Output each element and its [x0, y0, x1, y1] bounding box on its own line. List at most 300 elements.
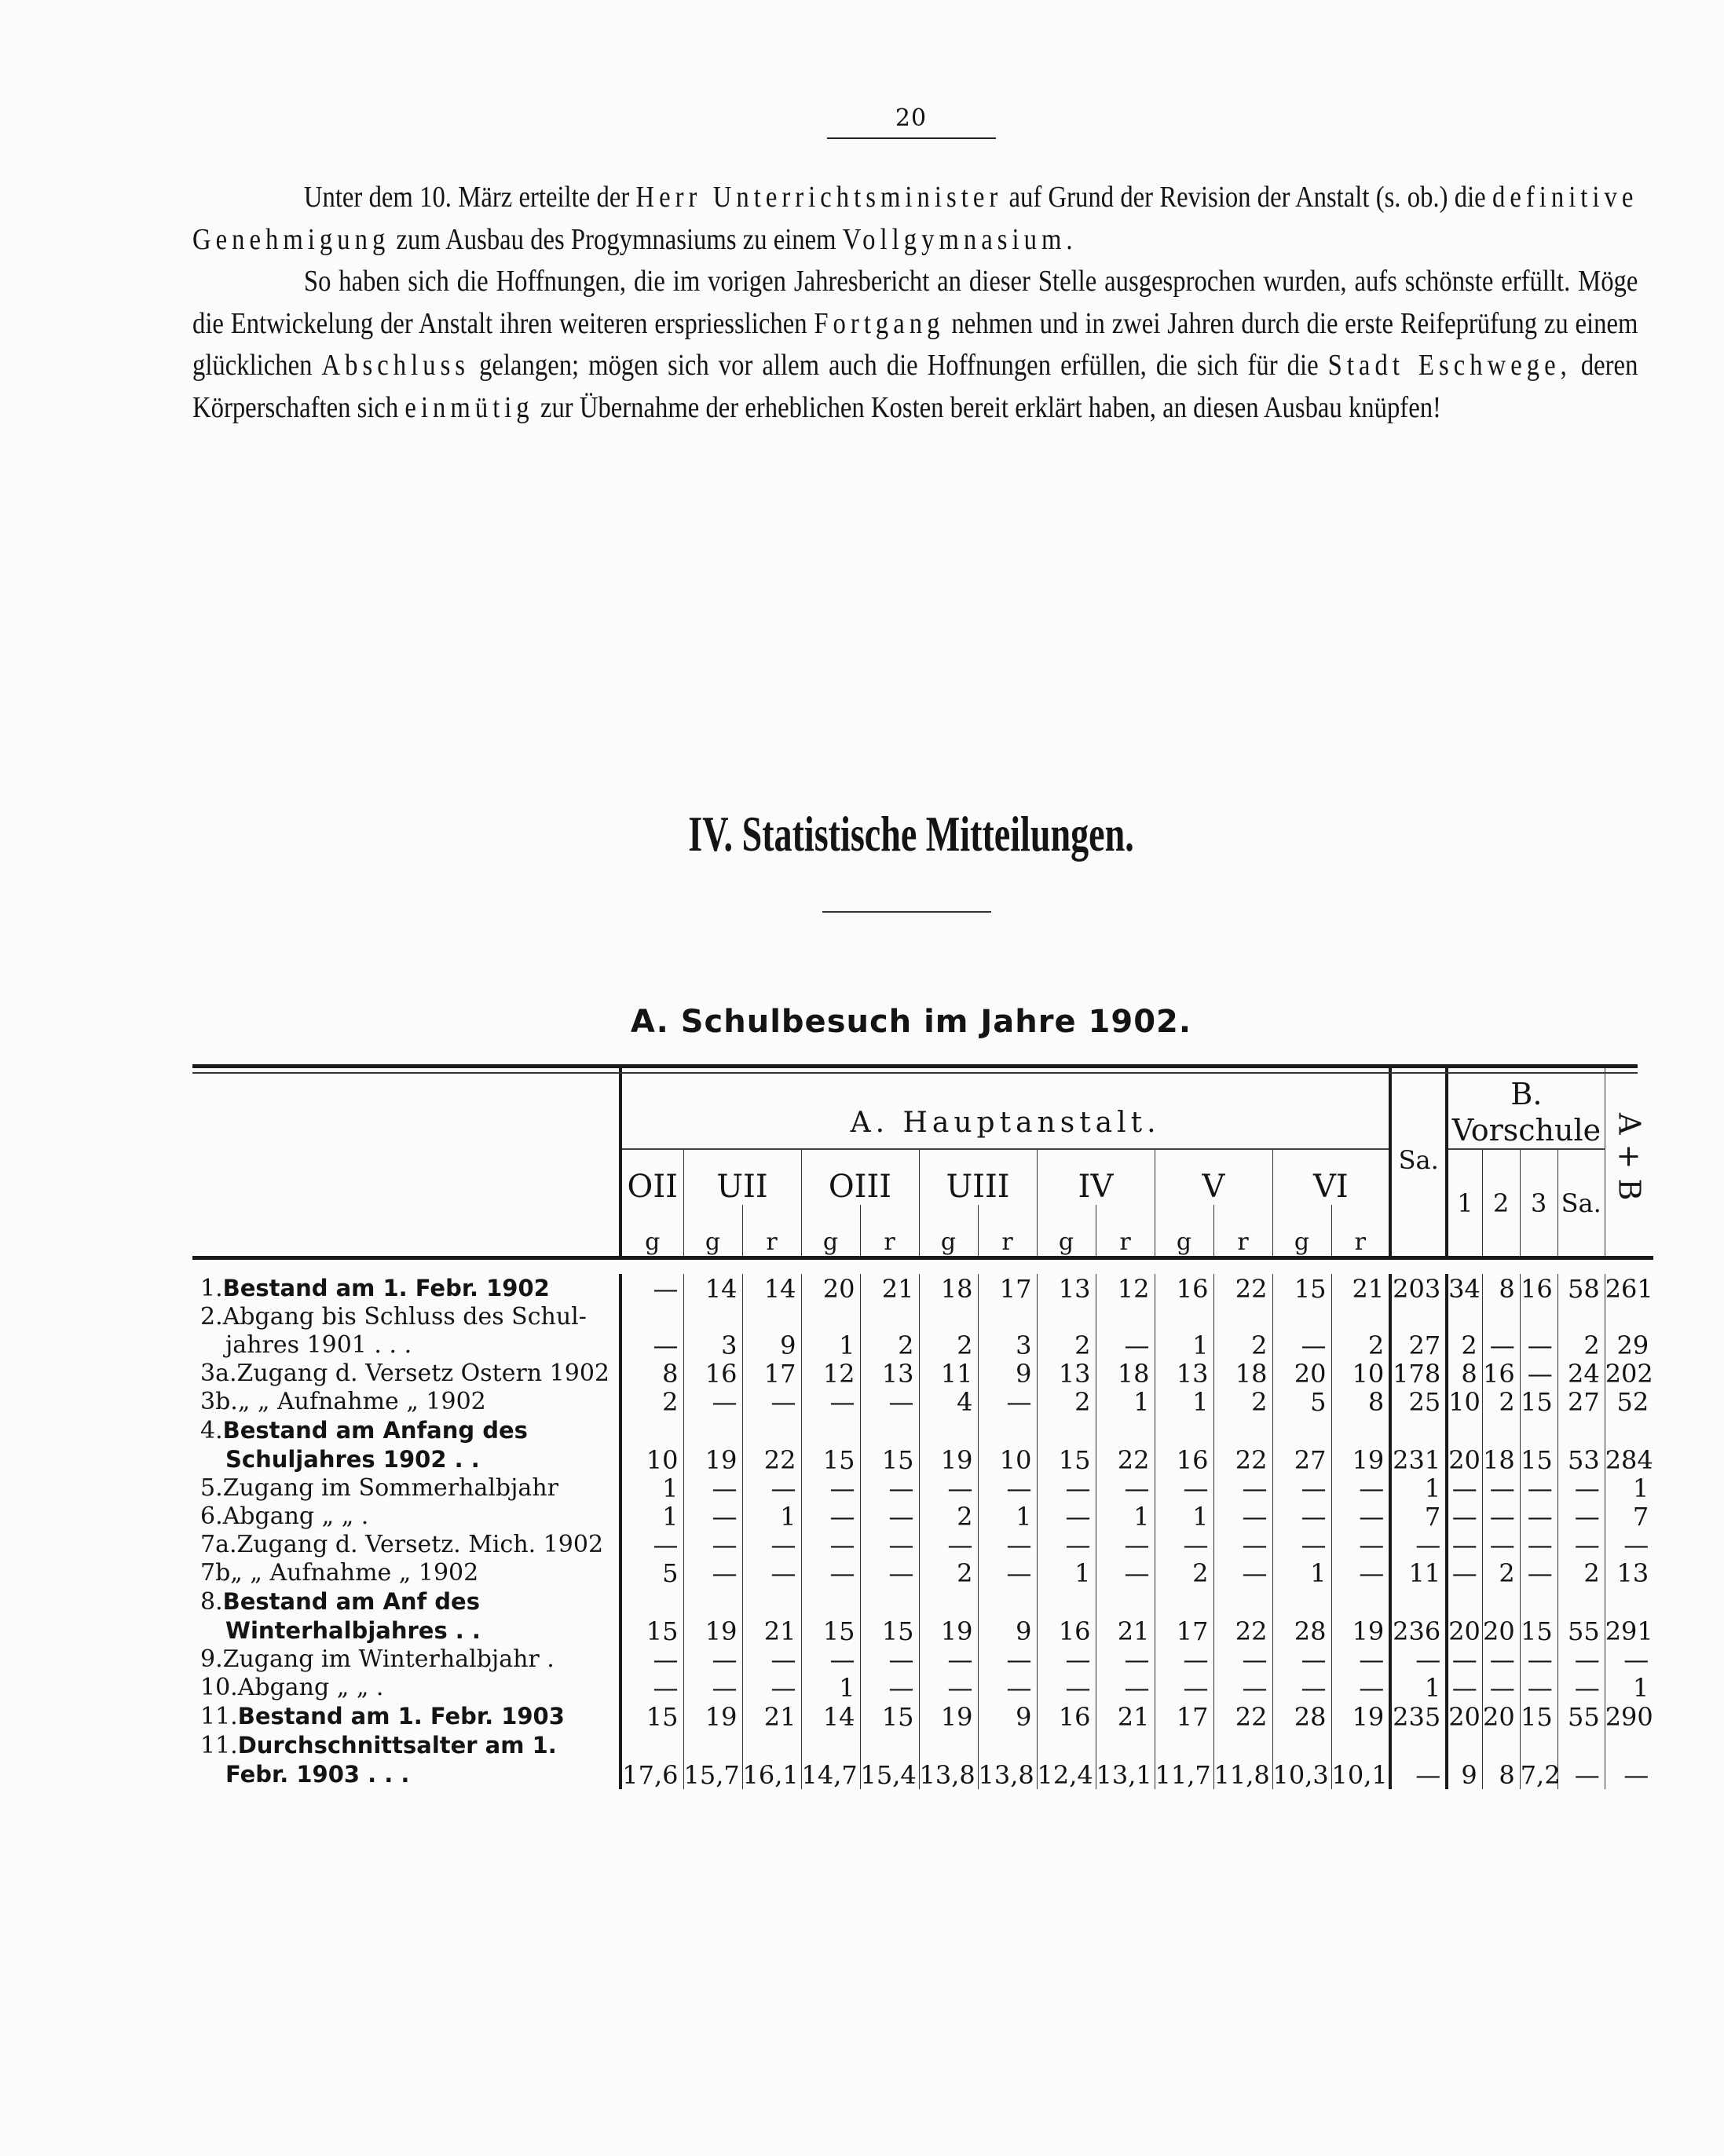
table-cell: 10 [1331, 1360, 1390, 1388]
table-cell: — [683, 1559, 742, 1587]
table-cell: 1 [1155, 1503, 1213, 1531]
row-label-text: „ „ Aufnahme „ 1902 [230, 1559, 479, 1587]
table-cell: — [919, 1531, 978, 1559]
table-cell: 9 [978, 1702, 1037, 1731]
row-label [192, 1274, 620, 1303]
vorschule-header-1: 1 [1447, 1149, 1482, 1258]
table-cell: 7,2 [1520, 1731, 1557, 1789]
table-cell: — [742, 1559, 801, 1587]
text-segment: gelangen; mögen sich vor allem auch die Hoffnungen erfüllen, die sich für die [470, 349, 1328, 382]
table-cell: — [1331, 1503, 1390, 1531]
table-cell: — [620, 1274, 683, 1303]
table-cell: 21 [742, 1702, 801, 1731]
emphasized-text: Abschluss [321, 349, 470, 382]
group-b-header [1447, 1064, 1605, 1149]
subclass-header-g: g [1155, 1205, 1213, 1258]
table-cell: 10 [620, 1416, 683, 1474]
table-cell: 9 [742, 1303, 801, 1360]
table-row [192, 1303, 1653, 1360]
table-cell: — [1331, 1645, 1390, 1674]
table-row [192, 1731, 1653, 1789]
table-cell: — [919, 1674, 978, 1702]
row-number: 1. [200, 1275, 223, 1302]
table-cell: 13,1 [1096, 1731, 1155, 1789]
table-cell: 14 [742, 1274, 801, 1303]
table-cell: 13 [1037, 1274, 1096, 1303]
text-segment: zur Übernahme der erheblichen Kosten bereit erklärt haben, an diesen Ausbau knüpfen! [533, 390, 1441, 424]
table-cell: 1 [1390, 1674, 1447, 1702]
row-number: 5. [200, 1474, 223, 1502]
table-cell: — [1272, 1503, 1331, 1531]
table-cell: — [620, 1674, 683, 1702]
table-cell: — [860, 1388, 919, 1416]
table-cell: — [620, 1303, 683, 1360]
vorschule-header-2: 2 [1482, 1149, 1520, 1258]
table-cell: 17 [1155, 1702, 1213, 1731]
table-cell: 284 [1605, 1416, 1653, 1474]
table-cell: 18 [1482, 1416, 1520, 1474]
table-cell: 1 [1605, 1674, 1653, 1702]
table-cell: 20 [1447, 1416, 1482, 1474]
row-label [192, 1645, 620, 1674]
paragraph-2 [192, 261, 1638, 429]
table-cell: 1 [1155, 1388, 1213, 1416]
table-cell: — [742, 1531, 801, 1559]
table-cell: — [801, 1503, 860, 1531]
table-cell: — [1155, 1474, 1213, 1503]
table-cell: 7 [1605, 1503, 1653, 1531]
row-label-text: Abgang „ „ . [237, 1674, 384, 1701]
table-row [192, 1388, 1653, 1416]
table-cell: 5 [620, 1559, 683, 1587]
table-row [192, 1360, 1653, 1388]
class-header-oii: OII [620, 1149, 683, 1205]
table-cell: 17 [742, 1360, 801, 1388]
emphasized-text: Fortgang [814, 306, 945, 340]
table-cell: 17 [978, 1274, 1037, 1303]
row-label-text: Zugang d. Versetz Ostern 1902 [236, 1360, 610, 1387]
label-header-empty [192, 1064, 620, 1258]
row-number: 10. [200, 1674, 238, 1701]
table-row [192, 1274, 1653, 1303]
table-cell: 16 [1520, 1274, 1557, 1303]
table-cell: — [801, 1388, 860, 1416]
table-cell: 235 [1390, 1702, 1447, 1731]
table-cell: 1 [801, 1303, 860, 1360]
table-cell: 10 [978, 1416, 1037, 1474]
table-cell: 16,1 [742, 1731, 801, 1789]
table-cell: 18 [1096, 1360, 1155, 1388]
table-cell: — [1390, 1531, 1447, 1559]
subclass-header-r: r [978, 1205, 1037, 1258]
table-cell: — [1037, 1645, 1096, 1674]
row-label-text: Bestand am Anfang des [222, 1417, 528, 1444]
table-cell: 28 [1272, 1587, 1331, 1645]
table-cell: — [1331, 1531, 1390, 1559]
table-cell: — [1557, 1531, 1605, 1559]
table-cell: 20 [1482, 1702, 1520, 1731]
class-header-uiii: UIII [919, 1149, 1037, 1205]
table-cell: — [1605, 1731, 1653, 1789]
table-cell: 19 [683, 1702, 742, 1731]
table-cell: — [620, 1531, 683, 1559]
table-cell: 15,7 [683, 1731, 742, 1789]
table-cell: 203 [1390, 1274, 1447, 1303]
row-number: 4. [200, 1417, 223, 1444]
table-cell: 10 [1447, 1388, 1482, 1416]
table-cell: 2 [1557, 1559, 1605, 1587]
section-rule [822, 911, 991, 913]
table-cell: 21 [860, 1274, 919, 1303]
table-cell: 2 [1213, 1388, 1272, 1416]
row-number: 7a. [200, 1531, 237, 1558]
table-cell: 290 [1605, 1702, 1653, 1732]
table-cell: — [1213, 1503, 1272, 1531]
body-text [192, 177, 1638, 429]
table-top-rule [192, 1064, 1638, 1068]
table-cell: 19 [919, 1587, 978, 1645]
row-label-text: Durchschnittsalter am 1. [237, 1732, 557, 1759]
emphasized-text: definitive Genehmigung [192, 181, 1638, 256]
table-cell: — [1213, 1531, 1272, 1559]
table-cell: 16 [1155, 1416, 1213, 1474]
row-label-continuation: Winterhalbjahres . . [225, 1617, 481, 1644]
row-label [192, 1587, 620, 1645]
table-cell: 15 [620, 1702, 683, 1731]
table-cell: — [1037, 1674, 1096, 1702]
table-cell: 13,8 [919, 1731, 978, 1789]
table-cell: 53 [1557, 1416, 1605, 1474]
table-row [192, 1531, 1653, 1559]
emphasized-text: Herr Unterrichtsminister [635, 181, 1003, 214]
table-cell: 9 [1447, 1731, 1482, 1789]
table-cell: 236 [1390, 1587, 1447, 1645]
table-cell: — [1037, 1503, 1096, 1531]
table-cell: 15 [1520, 1416, 1557, 1474]
table-cell: 21 [742, 1587, 801, 1645]
table-cell: 1 [978, 1503, 1037, 1531]
table-cell: — [1213, 1645, 1272, 1674]
table-cell: — [1272, 1303, 1331, 1360]
table-cell: — [742, 1388, 801, 1416]
table-cell: — [1447, 1503, 1482, 1531]
table-cell: — [1390, 1645, 1447, 1674]
subclass-header-r: r [1213, 1205, 1272, 1258]
row-label [192, 1474, 620, 1503]
table-cell: — [978, 1388, 1037, 1416]
text-segment: zum Ausbau des Progymnasiums zu einem [390, 222, 843, 256]
table-cell: 18 [919, 1274, 978, 1303]
text-segment: deren Körperschaften sich [192, 349, 1638, 424]
table-cell: — [1331, 1474, 1390, 1503]
row-label [192, 1674, 620, 1702]
page-number: 20 [895, 104, 928, 132]
table-cell: 1 [801, 1674, 860, 1702]
table-cell: 18 [1213, 1360, 1272, 1388]
table-cell: 2 [620, 1388, 683, 1416]
table-cell: — [1482, 1303, 1520, 1360]
row-label-text: Abgang „ „ . [222, 1503, 369, 1530]
table-cell: — [1520, 1531, 1557, 1559]
group-a-header: A. Hauptanstalt. [620, 1064, 1390, 1149]
row-label [192, 1388, 620, 1416]
table-cell: — [1482, 1503, 1520, 1531]
table-cell: 12 [801, 1360, 860, 1388]
table-cell: — [1096, 1474, 1155, 1503]
table-cell: 4 [919, 1388, 978, 1416]
table-cell: 21 [1096, 1702, 1155, 1731]
table-row [192, 1702, 1653, 1731]
table-cell: 2 [919, 1559, 978, 1587]
table-cell: 13 [1605, 1559, 1653, 1587]
subsection-title: A. Schulbesuch im Jahre 1902. [630, 1004, 1192, 1040]
table-cell: 21 [1096, 1587, 1155, 1645]
table-cell: — [978, 1674, 1037, 1702]
table-cell: — [1447, 1474, 1482, 1503]
table-body [192, 1258, 1653, 1790]
table-cell: 7 [1390, 1503, 1447, 1531]
table-cell: — [801, 1559, 860, 1587]
group-b-sublabel: Vorschule [1451, 1113, 1601, 1148]
table-row [192, 1559, 1653, 1587]
subclass-header-g: g [1037, 1205, 1096, 1258]
table-cell: 16 [1155, 1274, 1213, 1303]
table-cell: 22 [1213, 1702, 1272, 1731]
header-separator-row [192, 1258, 1653, 1275]
row-label [192, 1303, 620, 1360]
table-cell: 12 [1096, 1274, 1155, 1303]
table-cell: 19 [919, 1702, 978, 1731]
row-number: 9. [200, 1645, 223, 1673]
table-cell: — [1520, 1559, 1557, 1587]
table-cell: 19 [683, 1416, 742, 1474]
row-number: 11. [200, 1703, 238, 1730]
table-cell: 261 [1605, 1274, 1653, 1304]
table-cell: — [1482, 1531, 1520, 1559]
table-cell: — [978, 1645, 1037, 1674]
text-segment: auf Grund der Revision der Anstalt (s. ob.) die [1002, 181, 1492, 214]
table-cell: 12,4 [1037, 1731, 1096, 1789]
row-label-continuation: jahres 1901 . . . [225, 1331, 412, 1359]
table-cell: 1 [620, 1474, 683, 1503]
row-label-continuation: Febr. 1903 . . . [225, 1761, 410, 1788]
table-cell: — [1557, 1474, 1605, 1503]
table-cell: 34 [1447, 1274, 1482, 1303]
table-cell: — [1155, 1531, 1213, 1559]
table-cell: 19 [1331, 1416, 1390, 1474]
table-cell: 11,7 [1155, 1731, 1213, 1789]
text-segment: Unter dem 10. März erteilte der [303, 181, 636, 214]
row-label-continuation: Schuljahres 1902 . . [225, 1446, 480, 1473]
table-cell: — [1482, 1674, 1520, 1702]
row-number: 7b [200, 1559, 231, 1587]
table-cell: — [1520, 1303, 1557, 1360]
row-number: 2. [200, 1303, 223, 1331]
table-cell: 3 [978, 1303, 1037, 1360]
table-cell: 2 [1482, 1388, 1520, 1416]
subclass-header-r: r [860, 1205, 919, 1258]
table-cell: 52 [1605, 1388, 1653, 1416]
row-label-text: Zugang d. Versetz. Mich. 1902 [236, 1531, 604, 1558]
table-cell: — [919, 1474, 978, 1503]
table-cell: — [801, 1645, 860, 1674]
emphasized-text: Vollgymnasium. [842, 222, 1078, 256]
table-cell: — [860, 1674, 919, 1702]
subclass-header-r: r [1331, 1205, 1390, 1258]
table-cell: 10,3 [1272, 1731, 1331, 1789]
table-cell: 19 [1331, 1587, 1390, 1645]
table-cell: — [1155, 1674, 1213, 1702]
table-cell: — [1096, 1645, 1155, 1674]
class-header-uii: UII [683, 1149, 801, 1205]
table-cell: 27 [1557, 1388, 1605, 1416]
table-cell: 21 [1331, 1274, 1390, 1303]
table-cell: 8 [1331, 1388, 1390, 1416]
table-cell: 2 [1155, 1559, 1213, 1587]
table-cell: 2 [1331, 1303, 1390, 1360]
subclass-header-g: g [620, 1205, 683, 1258]
total-header [1605, 1064, 1653, 1258]
table-cell: — [1331, 1559, 1390, 1587]
table-cell: — [1520, 1503, 1557, 1531]
table-cell: — [1520, 1645, 1557, 1674]
vorschule-header-4: Sa. [1557, 1149, 1605, 1258]
table-cell: 20 [1447, 1587, 1482, 1645]
table-row [192, 1474, 1653, 1503]
table-cell: 19 [919, 1416, 978, 1474]
row-label-text: „ „ Aufnahme „ 1902 [237, 1388, 486, 1415]
group-b-label: B. [1510, 1077, 1543, 1111]
row-number: 8. [200, 1588, 223, 1616]
table-cell: 2 [1213, 1303, 1272, 1360]
table-cell: 1 [1272, 1559, 1331, 1587]
subclass-header-g: g [801, 1205, 860, 1258]
emphasized-text: einmütig [404, 390, 534, 424]
table-cell: — [978, 1474, 1037, 1503]
table-cell: 13 [860, 1360, 919, 1388]
table-row [192, 1645, 1653, 1674]
table-cell: 1 [1037, 1559, 1096, 1587]
row-label [192, 1559, 620, 1587]
table-cell: — [1331, 1674, 1390, 1702]
table-cell: 22 [1213, 1416, 1272, 1474]
table-cell: 15 [1037, 1416, 1096, 1474]
table-cell: 13 [1155, 1360, 1213, 1388]
table-cell: 178 [1390, 1360, 1447, 1388]
table-cell: 2 [1037, 1388, 1096, 1416]
table-cell: — [1447, 1531, 1482, 1559]
table-cell: — [683, 1645, 742, 1674]
table-cell: 58 [1557, 1274, 1605, 1303]
row-label [192, 1416, 620, 1474]
table-cell: 20 [1272, 1360, 1331, 1388]
table-cell: — [683, 1674, 742, 1702]
table-cell: 2 [1037, 1303, 1096, 1360]
table-header-row-groups [192, 1064, 1653, 1149]
table-cell: — [1272, 1674, 1331, 1702]
table-cell: 20 [1447, 1702, 1482, 1731]
table-cell: — [683, 1503, 742, 1531]
table-cell: — [1213, 1559, 1272, 1587]
table-cell: — [978, 1531, 1037, 1559]
sum-a-header: Sa. [1390, 1064, 1447, 1258]
table-cell: 19 [683, 1587, 742, 1645]
table-cell: — [860, 1474, 919, 1503]
table-cell: 2 [919, 1503, 978, 1531]
table-cell: 16 [1482, 1360, 1520, 1388]
table-cell: 5 [1272, 1388, 1331, 1416]
table-cell: 22 [1096, 1416, 1155, 1474]
table-cell: 16 [1037, 1587, 1096, 1645]
table-cell: 2 [1447, 1303, 1482, 1360]
table-cell: — [1447, 1674, 1482, 1702]
table-cell: 1 [1096, 1388, 1155, 1416]
table-cell: 16 [1037, 1702, 1096, 1731]
table-cell: — [683, 1474, 742, 1503]
page-number-rule [827, 137, 996, 139]
table-cell: 22 [1213, 1587, 1272, 1645]
table-cell: — [1557, 1503, 1605, 1531]
table-cell: 8 [1482, 1274, 1520, 1303]
table-cell: — [860, 1531, 919, 1559]
row-label-text: Abgang bis Schluss des Schul- [222, 1303, 587, 1331]
table-cell: — [683, 1531, 742, 1559]
table-cell: — [1272, 1531, 1331, 1559]
table-cell: — [1272, 1474, 1331, 1503]
table-row [192, 1587, 1653, 1645]
table-cell: — [1605, 1531, 1653, 1559]
table-cell: 1 [1155, 1303, 1213, 1360]
table-cell: 17 [1155, 1587, 1213, 1645]
table-cell: — [1096, 1559, 1155, 1587]
table-cell: 11 [1390, 1559, 1447, 1587]
table-cell: — [1037, 1531, 1096, 1559]
table-cell: 15 [1520, 1702, 1557, 1731]
subclass-header-g: g [1272, 1205, 1331, 1258]
table-cell: 24 [1557, 1360, 1605, 1388]
table-cell: — [1272, 1645, 1331, 1674]
table-cell: — [919, 1645, 978, 1674]
row-number: 3a. [200, 1360, 237, 1387]
table-cell: 22 [1213, 1274, 1272, 1303]
table-cell: — [742, 1474, 801, 1503]
table-cell: — [1557, 1645, 1605, 1674]
table-cell: — [742, 1674, 801, 1702]
row-number: 6. [200, 1503, 223, 1530]
table-cell: — [860, 1559, 919, 1587]
table-cell: 11,8 [1213, 1731, 1272, 1789]
table-cell: — [1096, 1674, 1155, 1702]
class-header-v: V [1155, 1149, 1272, 1205]
row-label-text: Zugang im Sommerhalbjahr [222, 1474, 558, 1502]
table-cell: 202 [1605, 1359, 1653, 1389]
table-cell: 1 [1390, 1474, 1447, 1503]
table-cell: 19 [1331, 1702, 1390, 1731]
table-cell: 9 [978, 1587, 1037, 1645]
table-row [192, 1503, 1653, 1531]
table-cell: — [860, 1645, 919, 1674]
table-cell: 55 [1557, 1587, 1605, 1645]
table-cell: 231 [1390, 1416, 1447, 1474]
table-cell: — [742, 1645, 801, 1674]
table-cell: 2 [919, 1303, 978, 1360]
table-cell: — [1096, 1531, 1155, 1559]
table-cell: — [1482, 1474, 1520, 1503]
table-cell: — [801, 1531, 860, 1559]
table-cell: 55 [1557, 1702, 1605, 1731]
class-header-oiii: OIII [801, 1149, 919, 1205]
row-number: 11. [200, 1732, 238, 1759]
